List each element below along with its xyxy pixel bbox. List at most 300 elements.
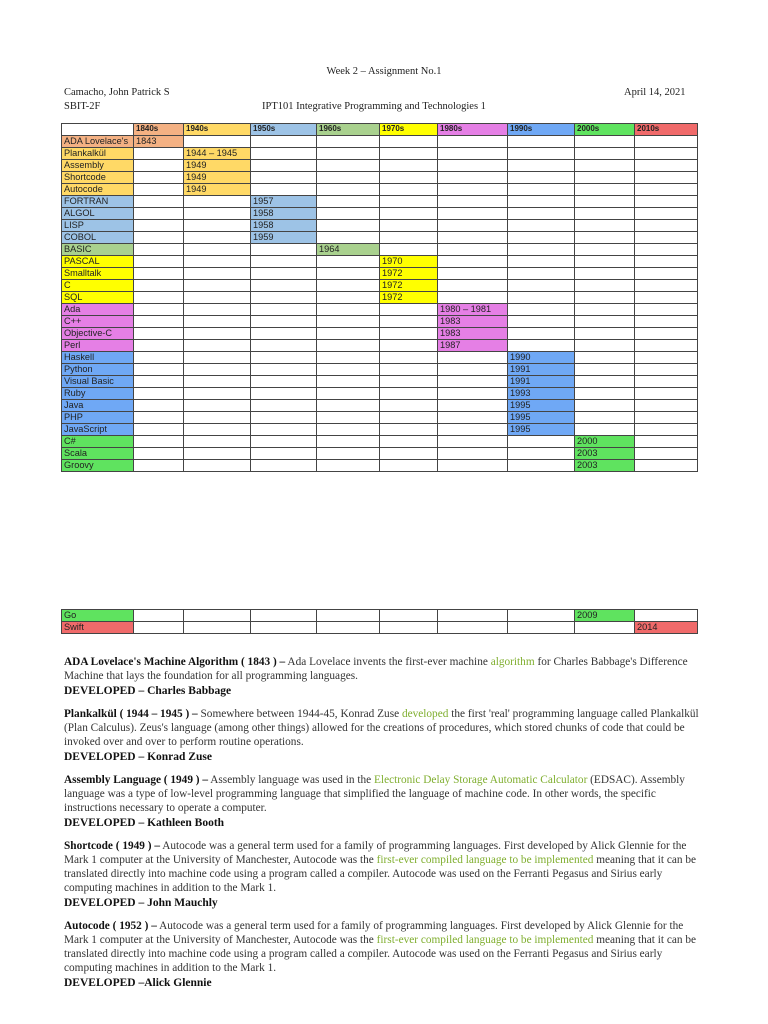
empty-cell (184, 436, 251, 448)
empty-cell (317, 436, 380, 448)
empty-cell (134, 172, 184, 184)
empty-cell (635, 280, 698, 292)
empty-cell (508, 136, 575, 148)
empty-cell (317, 208, 380, 220)
empty-cell (635, 304, 698, 316)
entry-text (64, 919, 704, 975)
entry-body: Somewhere between 1944-45, Konrad Zuse (197, 708, 402, 720)
empty-cell (575, 364, 635, 376)
empty-cell (317, 412, 380, 424)
empty-cell (184, 136, 251, 148)
empty-cell (317, 460, 380, 472)
year-cell: 1993 (508, 388, 575, 400)
empty-cell (251, 304, 317, 316)
language-name: C++ (62, 316, 134, 328)
empty-cell (508, 622, 575, 634)
empty-cell (317, 172, 380, 184)
empty-cell (508, 172, 575, 184)
year-cell: 1972 (380, 268, 438, 280)
empty-cell (380, 244, 438, 256)
empty-cell (251, 328, 317, 340)
table-row (62, 460, 698, 472)
empty-cell (317, 292, 380, 304)
timeline-table (61, 123, 698, 472)
empty-cell (317, 316, 380, 328)
empty-cell (575, 340, 635, 352)
empty-cell (251, 148, 317, 160)
language-entry (64, 919, 704, 990)
empty-cell (184, 460, 251, 472)
language-name: Perl (62, 340, 134, 352)
empty-cell (380, 352, 438, 364)
empty-cell (184, 400, 251, 412)
empty-cell (635, 160, 698, 172)
entry-text (64, 839, 704, 895)
empty-cell (508, 460, 575, 472)
empty-cell (635, 292, 698, 304)
year-cell: 1995 (508, 412, 575, 424)
empty-cell (251, 610, 317, 622)
empty-cell (508, 220, 575, 232)
table-row (62, 196, 698, 208)
empty-cell (438, 622, 508, 634)
empty-cell (380, 232, 438, 244)
table-row (62, 172, 698, 184)
empty-cell (251, 268, 317, 280)
table-row (62, 232, 698, 244)
table-row (62, 376, 698, 388)
empty-cell (438, 352, 508, 364)
table-row (62, 622, 698, 634)
empty-cell (134, 376, 184, 388)
empty-cell (380, 316, 438, 328)
year-cell: 1957 (251, 196, 317, 208)
language-name: Assembly (62, 160, 134, 172)
empty-cell (438, 460, 508, 472)
empty-cell (184, 364, 251, 376)
decade-header: 2000s (575, 124, 635, 136)
table-row (62, 292, 698, 304)
empty-cell (184, 256, 251, 268)
empty-cell (134, 460, 184, 472)
empty-cell (134, 184, 184, 196)
table-row (62, 280, 698, 292)
highlighted-link[interactable]: Electronic Delay Storage Automatic Calculator (374, 774, 588, 786)
empty-cell (317, 340, 380, 352)
empty-cell (380, 436, 438, 448)
empty-cell (438, 268, 508, 280)
decade-header: 1970s (380, 124, 438, 136)
empty-cell (134, 412, 184, 424)
table-row (62, 340, 698, 352)
empty-cell (635, 412, 698, 424)
decade-header: 1840s (134, 124, 184, 136)
entry-text (64, 655, 704, 683)
empty-cell (438, 376, 508, 388)
empty-cell (635, 460, 698, 472)
empty-cell (134, 256, 184, 268)
empty-cell (508, 196, 575, 208)
empty-cell (438, 436, 508, 448)
empty-cell (380, 328, 438, 340)
empty-cell (184, 280, 251, 292)
empty-cell (438, 220, 508, 232)
table-row (62, 268, 698, 280)
table-row (62, 160, 698, 172)
empty-cell (134, 196, 184, 208)
empty-cell (575, 376, 635, 388)
entry-text (64, 707, 704, 749)
developer-line: DEVELOPED – John Mauchly (64, 897, 218, 909)
table-row (62, 316, 698, 328)
empty-cell (508, 280, 575, 292)
entry-title: Shortcode ( 1949 ) – (64, 840, 161, 852)
year-cell: 1991 (508, 376, 575, 388)
year-cell: 1987 (438, 340, 508, 352)
empty-cell (184, 424, 251, 436)
empty-cell (575, 304, 635, 316)
empty-cell (438, 244, 508, 256)
empty-cell (184, 352, 251, 364)
language-name: ADA Lovelace's (62, 136, 134, 148)
empty-cell (508, 232, 575, 244)
language-name: Haskell (62, 352, 134, 364)
empty-cell (508, 340, 575, 352)
empty-cell (380, 424, 438, 436)
course-title: IPT101 Integrative Programming and Technologies 1 (262, 101, 486, 112)
language-entry (64, 773, 704, 830)
empty-cell (184, 412, 251, 424)
empty-cell (134, 424, 184, 436)
decade-header-row (62, 124, 698, 136)
decade-header: 1980s (438, 124, 508, 136)
empty-cell (134, 364, 184, 376)
language-name: Java (62, 400, 134, 412)
empty-cell (134, 436, 184, 448)
language-name: Shortcode (62, 172, 134, 184)
empty-cell (635, 424, 698, 436)
empty-cell (635, 376, 698, 388)
empty-cell (380, 412, 438, 424)
empty-cell (251, 622, 317, 634)
language-name: Autocode (62, 184, 134, 196)
decade-header: 1960s (317, 124, 380, 136)
entry-title: ADA Lovelace's Machine Algorithm ( 1843 ) – (64, 656, 286, 668)
empty-cell (380, 304, 438, 316)
language-name: BASIC (62, 244, 134, 256)
empty-cell (575, 184, 635, 196)
empty-cell (251, 412, 317, 424)
highlighted-link[interactable]: first-ever compiled language to be implemented (376, 934, 594, 946)
table-row (62, 364, 698, 376)
language-name: Smalltalk (62, 268, 134, 280)
decade-header: 2010s (635, 124, 698, 136)
empty-cell (251, 316, 317, 328)
table-row (62, 256, 698, 268)
highlighted-link[interactable]: first-ever compiled language to be implemented (376, 854, 594, 866)
empty-cell (134, 610, 184, 622)
decade-header: 1940s (184, 124, 251, 136)
empty-cell (184, 268, 251, 280)
empty-cell (575, 280, 635, 292)
submission-date: April 14, 2021 (624, 87, 686, 98)
empty-cell (635, 364, 698, 376)
empty-cell (251, 448, 317, 460)
language-name: Visual Basic (62, 376, 134, 388)
empty-cell (184, 292, 251, 304)
year-cell: 1944 – 1945 (184, 148, 251, 160)
empty-cell (508, 148, 575, 160)
developer-line: DEVELOPED –Alick Glennie (64, 977, 212, 989)
empty-cell (635, 400, 698, 412)
empty-cell (635, 172, 698, 184)
year-cell: 2009 (575, 610, 635, 622)
empty-cell (635, 196, 698, 208)
empty-cell (251, 424, 317, 436)
empty-cell (635, 208, 698, 220)
empty-cell (134, 148, 184, 160)
entry-body: (EDSAC). Assembly language was a type of low-level programming language that simplified the language of machine code. In other words, the specific instructions necessary to operate a computer. (64, 774, 685, 814)
empty-cell (508, 436, 575, 448)
empty-cell (575, 232, 635, 244)
entry-body: Autocode was a general term used for a family of programming languages. First developed by Alick Glennie for the Mark 1 computer at the University of Manchester, Autocode was the (64, 920, 684, 946)
empty-cell (317, 424, 380, 436)
empty-cell (251, 376, 317, 388)
empty-cell (438, 448, 508, 460)
empty-cell (380, 364, 438, 376)
empty-cell (508, 448, 575, 460)
empty-cell (438, 172, 508, 184)
year-cell: 1970 (380, 256, 438, 268)
empty-cell (508, 316, 575, 328)
empty-cell (251, 256, 317, 268)
entry-body: the first 'real' programming language called Plankalkül (Plan Calculus). Zeus's language (among other things) allowed for the creations of procedures, which stored chunks of code that could be invoked over and over to perform routine operations. (64, 708, 699, 748)
empty-cell (184, 388, 251, 400)
table-row (62, 148, 698, 160)
year-cell: 1991 (508, 364, 575, 376)
empty-cell (438, 388, 508, 400)
empty-cell (134, 388, 184, 400)
empty-cell (134, 268, 184, 280)
header-corner-cell (62, 124, 134, 136)
table-row (62, 352, 698, 364)
empty-cell (251, 340, 317, 352)
language-name: Ada (62, 304, 134, 316)
empty-cell (380, 184, 438, 196)
empty-cell (380, 622, 438, 634)
empty-cell (508, 244, 575, 256)
empty-cell (635, 220, 698, 232)
year-cell: 1995 (508, 424, 575, 436)
year-cell: 1995 (508, 400, 575, 412)
empty-cell (134, 160, 184, 172)
table-row (62, 436, 698, 448)
empty-cell (635, 352, 698, 364)
empty-cell (635, 340, 698, 352)
empty-cell (575, 244, 635, 256)
empty-cell (635, 244, 698, 256)
empty-cell (317, 148, 380, 160)
entry-body: Assembly language was used in the (208, 774, 375, 786)
empty-cell (134, 316, 184, 328)
empty-cell (380, 340, 438, 352)
empty-cell (438, 400, 508, 412)
table-row (62, 328, 698, 340)
year-cell: 1983 (438, 328, 508, 340)
highlighted-link[interactable]: algorithm (490, 656, 535, 668)
empty-cell (251, 136, 317, 148)
assignment-title: Week 2 – Assignment No.1 (326, 66, 442, 77)
empty-cell (134, 244, 184, 256)
empty-cell (317, 622, 380, 634)
empty-cell (438, 232, 508, 244)
table-row (62, 424, 698, 436)
empty-cell (508, 184, 575, 196)
empty-cell (508, 268, 575, 280)
empty-cell (380, 160, 438, 172)
language-name: Groovy (62, 460, 134, 472)
empty-cell (575, 208, 635, 220)
empty-cell (317, 232, 380, 244)
empty-cell (184, 376, 251, 388)
year-cell: 1972 (380, 280, 438, 292)
language-name: ALGOL (62, 208, 134, 220)
empty-cell (438, 412, 508, 424)
empty-cell (184, 622, 251, 634)
empty-cell (184, 610, 251, 622)
highlighted-link[interactable]: developed (401, 708, 449, 720)
developer-line: DEVELOPED – Konrad Zuse (64, 751, 212, 763)
empty-cell (380, 388, 438, 400)
language-name: Go (62, 610, 134, 622)
empty-cell (635, 328, 698, 340)
year-cell: 1949 (184, 184, 251, 196)
empty-cell (438, 148, 508, 160)
year-cell: 2000 (575, 436, 635, 448)
language-name: LISP (62, 220, 134, 232)
empty-cell (134, 220, 184, 232)
empty-cell (184, 208, 251, 220)
empty-cell (380, 460, 438, 472)
empty-cell (575, 388, 635, 400)
empty-cell (317, 136, 380, 148)
empty-cell (575, 400, 635, 412)
year-cell: 1990 (508, 352, 575, 364)
empty-cell (134, 292, 184, 304)
empty-cell (317, 304, 380, 316)
empty-cell (251, 364, 317, 376)
year-cell: 1843 (134, 136, 184, 148)
year-cell: 1959 (251, 232, 317, 244)
empty-cell (508, 292, 575, 304)
empty-cell (508, 160, 575, 172)
empty-cell (508, 610, 575, 622)
table-row (62, 208, 698, 220)
table-row (62, 304, 698, 316)
empty-cell (317, 256, 380, 268)
empty-cell (635, 148, 698, 160)
year-cell: 1949 (184, 172, 251, 184)
empty-cell (317, 220, 380, 232)
empty-cell (317, 196, 380, 208)
empty-cell (635, 448, 698, 460)
language-entry (64, 707, 704, 764)
empty-cell (635, 388, 698, 400)
empty-cell (184, 244, 251, 256)
language-name: FORTRAN (62, 196, 134, 208)
empty-cell (438, 256, 508, 268)
empty-cell (438, 364, 508, 376)
language-name: C# (62, 436, 134, 448)
empty-cell (438, 424, 508, 436)
table-row (62, 220, 698, 232)
empty-cell (508, 304, 575, 316)
year-cell: 1958 (251, 208, 317, 220)
empty-cell (635, 610, 698, 622)
year-cell: 1972 (380, 292, 438, 304)
decade-header: 1950s (251, 124, 317, 136)
empty-cell (134, 352, 184, 364)
empty-cell (184, 304, 251, 316)
table-row (62, 244, 698, 256)
empty-cell (251, 160, 317, 172)
empty-cell (438, 184, 508, 196)
entry-title: Autocode ( 1952 ) – (64, 920, 157, 932)
empty-cell (575, 412, 635, 424)
empty-cell (635, 316, 698, 328)
empty-cell (317, 610, 380, 622)
empty-cell (508, 328, 575, 340)
empty-cell (380, 172, 438, 184)
empty-cell (134, 280, 184, 292)
entry-body: Autocode was a general term used for a family of programming languages. First developed by Alick Glennie for the Mark 1 computer at the University of Manchester, Autocode was the (64, 840, 687, 866)
empty-cell (575, 172, 635, 184)
table-row (62, 388, 698, 400)
empty-cell (134, 622, 184, 634)
empty-cell (635, 268, 698, 280)
year-cell: 1958 (251, 220, 317, 232)
language-name: SQL (62, 292, 134, 304)
empty-cell (635, 184, 698, 196)
empty-cell (380, 376, 438, 388)
year-cell: 2014 (635, 622, 698, 634)
year-cell: 1964 (317, 244, 380, 256)
empty-cell (251, 388, 317, 400)
language-name: JavaScript (62, 424, 134, 436)
empty-cell (134, 328, 184, 340)
empty-cell (380, 136, 438, 148)
developer-line: DEVELOPED – Kathleen Booth (64, 817, 225, 829)
language-name: Ruby (62, 388, 134, 400)
language-name: Objective-C (62, 328, 134, 340)
entry-title: Assembly Language ( 1949 ) – (64, 774, 209, 786)
empty-cell (317, 268, 380, 280)
empty-cell (317, 376, 380, 388)
empty-cell (317, 352, 380, 364)
empty-cell (380, 610, 438, 622)
timeline-table-continued (61, 609, 698, 634)
empty-cell (380, 196, 438, 208)
language-name: Swift (62, 622, 134, 634)
empty-cell (251, 352, 317, 364)
empty-cell (575, 352, 635, 364)
empty-cell (380, 448, 438, 460)
empty-cell (380, 208, 438, 220)
empty-cell (438, 208, 508, 220)
empty-cell (251, 460, 317, 472)
empty-cell (575, 292, 635, 304)
language-name: PHP (62, 412, 134, 424)
